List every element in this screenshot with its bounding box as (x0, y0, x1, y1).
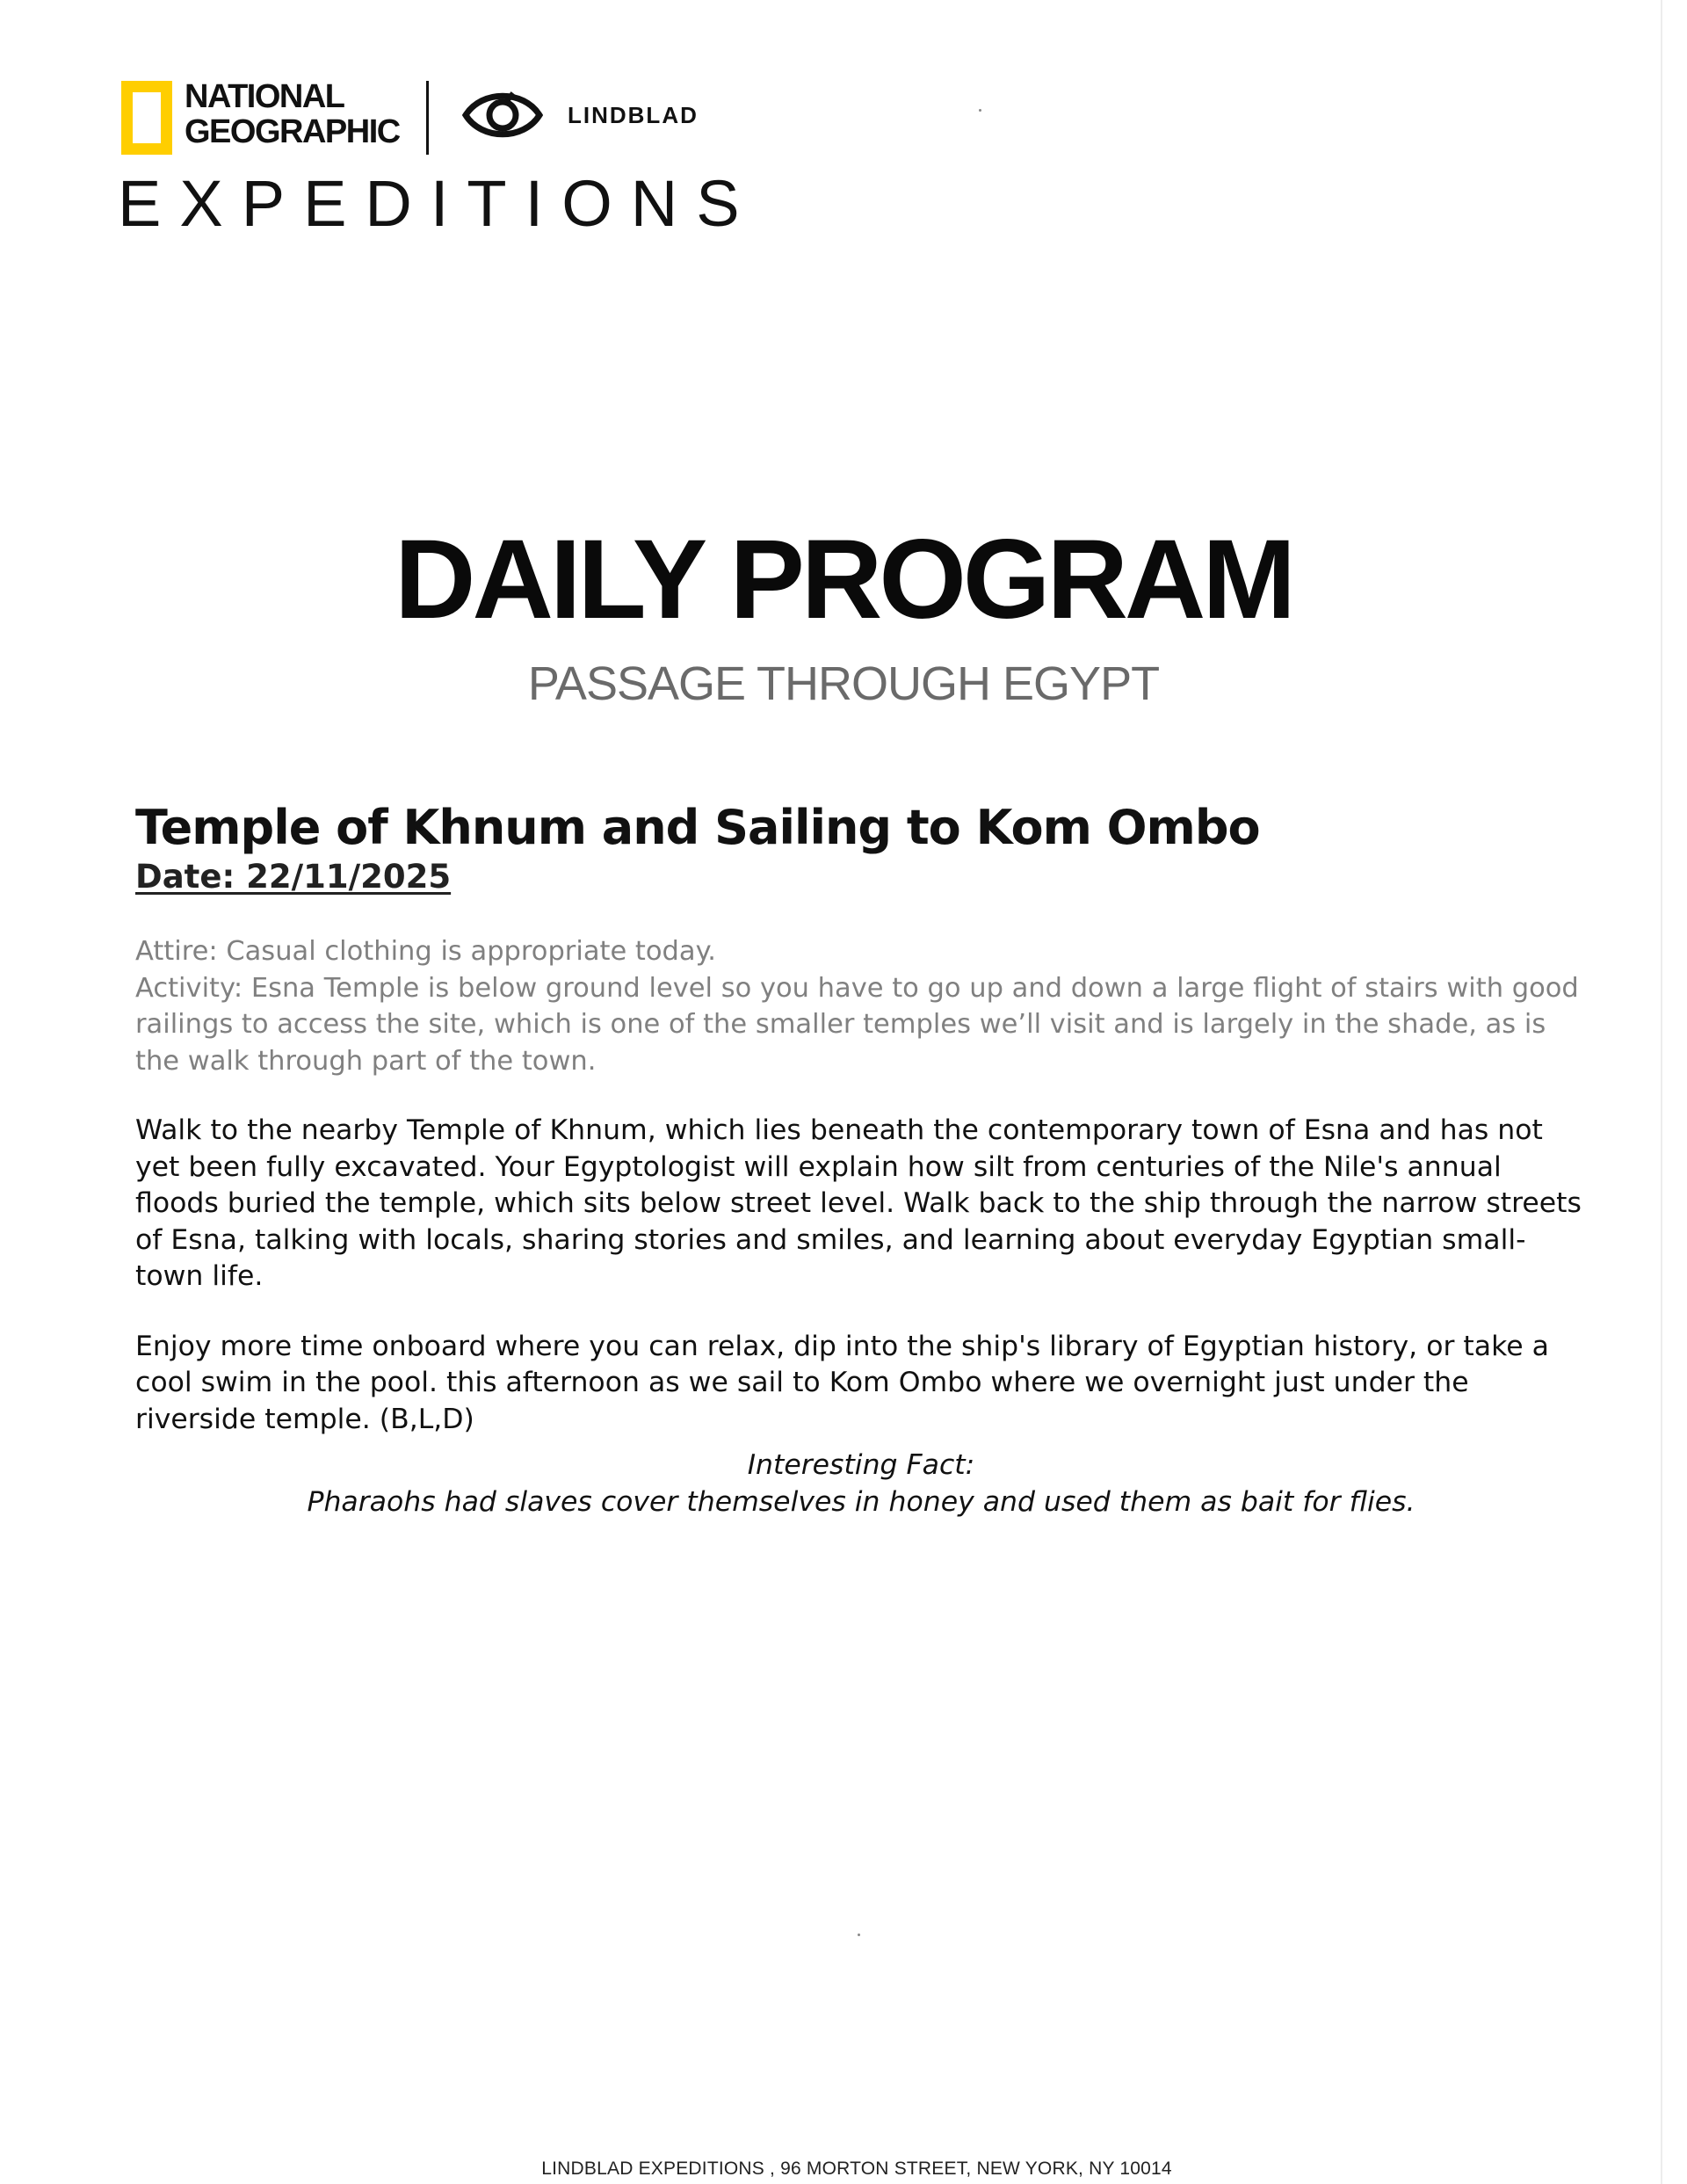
paragraph-afternoon-sail: Enjoy more time onboard where you can relax, dip into the ship's library of Egyptian history, or take a cool swim in the pool. this afternoon as we sail to Kom Ombo where we overnight just under the riverside temple. (B,L,D) (135, 1330, 1549, 1435)
expeditions-wordmark: EXPEDITIONS (118, 167, 758, 240)
logo-lockup (121, 77, 728, 155)
fact-text: Pharaohs had slaves cover themselves in honey and used them as bait for flies. (307, 1486, 1415, 1518)
activity-note: Activity: Esna Temple is below ground level so you have to go up and down a large flight of stairs with good railings to access the site, which is one of the smaller temples we’ll visit and is largely in the shade, as is the walk through part of the town. (135, 972, 1579, 1077)
brand-line-1: NATIONAL (185, 78, 344, 115)
lindblad-eye-icon (462, 84, 543, 146)
scan-edge (1661, 0, 1662, 2184)
day-title: Temple of Khnum and Sailing to Kom Ombo (135, 800, 1260, 855)
national-geographic-yellow-border-icon (121, 81, 172, 155)
fact-heading: Interesting Fact: (747, 1449, 975, 1481)
page-subtitle: PASSAGE THROUGH EGYPT (527, 657, 1160, 710)
program-content (135, 800, 1585, 1438)
interesting-fact (0, 1447, 1687, 1520)
lindblad-wordmark: LINDBLAD (568, 102, 699, 128)
footer-address: LINDBLAD EXPEDITIONS , 96 MORTON STREET, NEW YORK, NY 10014 (541, 2159, 1172, 2179)
info-notes (135, 933, 1585, 1079)
paragraph-temple-walk: Walk to the nearby Temple of Khnum, which lies beneath the contemporary town of Esna and has not yet been fully excavated. Your Egyptologist will explain how silt from centuries of the Nile's annual floods buried the temple, which sits below street level. Walk back to the ship through the narrow streets of Esna, talking with locals, sharing stories and smiles, and learning about everyday Egyptian small-town life. (135, 1114, 1582, 1292)
logo-divider (426, 81, 429, 155)
scan-speck (858, 1934, 860, 1936)
page-title: DAILY PROGRAM (395, 517, 1292, 642)
national-geographic-wordmark (185, 79, 400, 149)
brand-line-2: GEOGRAPHIC (185, 113, 400, 150)
scan-speck (979, 109, 981, 112)
program-date: Date: 22/11/2025 (135, 858, 452, 896)
attire-note: Attire: Casual clothing is appropriate today. (135, 936, 716, 967)
